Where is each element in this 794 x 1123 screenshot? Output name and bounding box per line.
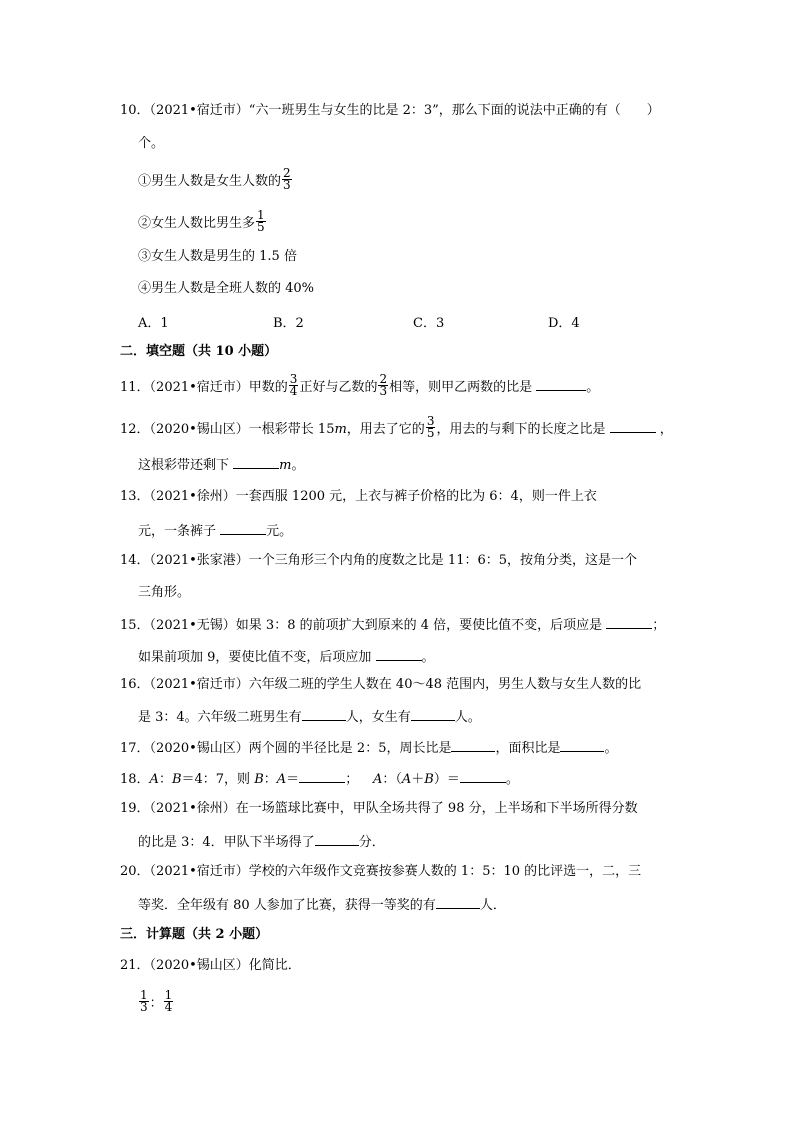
q10-statement-4: ④男生人数是全班人数的 40% bbox=[138, 281, 315, 296]
q18: 18．A：B＝4：7，则 B：A＝ ； A：（A＋B）＝ 。 bbox=[120, 772, 519, 787]
answer-blank[interactable] bbox=[411, 708, 455, 721]
answer-blank[interactable] bbox=[233, 456, 279, 469]
answer-blank[interactable] bbox=[460, 770, 506, 783]
fraction: $\frac{2}{3}$ bbox=[283, 166, 291, 192]
answer-blank[interactable] bbox=[560, 739, 604, 752]
q16-line1: 16．（2021•宿迁市）六年级二班的学生人数在 40～48 范围内，男生人数与女生人数的比 bbox=[120, 677, 642, 692]
answer-blank[interactable] bbox=[376, 648, 422, 661]
fraction: $\frac{1}{5}$ bbox=[257, 208, 265, 234]
q16-line2: 是 3：4。六年级二班男生有 人，女生有 人。 bbox=[138, 710, 481, 725]
fraction: $\frac{1}{3}$ bbox=[140, 988, 148, 1014]
fraction: $\frac{1}{4}$ bbox=[164, 988, 173, 1014]
q10-line1: 10．（2021•宿迁市）“六一班男生与女生的比是 2：3”，那么下面的说法中正确的有（ ） bbox=[120, 103, 660, 118]
q10-statement-3: ③女生人数是男生的 1.5 倍 bbox=[138, 249, 297, 264]
q17: 17．（2020•锡山区）两个圆的半径比是 2：5，周长比是 ，面积比是 。 bbox=[120, 741, 618, 756]
q13-line1: 13．（2021•徐州）一套西服 1200 元，上衣与裤子价格的比为 6：4，则一件上衣 bbox=[120, 489, 597, 504]
q14-line2: 三角形。 bbox=[138, 585, 191, 600]
q15-line2: 如果前项加 9，要使比值不变，后项应加 。 bbox=[138, 650, 435, 665]
fraction: $\frac{3}{5}$ bbox=[426, 414, 435, 440]
q14-line1: 14．（2021•张家港）一个三角形三个内角的度数之比是 11：6：5，按角分类，这是一个 bbox=[120, 553, 638, 568]
q12-line1: 12．（2020•锡山区）一根彩带长 15m，用去了它的 $\frac{3}{5}$ ，用去的与剩下的长度之比是 ， bbox=[120, 414, 673, 440]
q20-line2: 等奖．全年级有 80 人参加了比赛，获得一等奖的有 人． bbox=[138, 898, 506, 913]
option-d[interactable]: D．4 bbox=[548, 316, 580, 331]
q12-line2: 这根彩带还剩下 m。 bbox=[138, 458, 305, 473]
q20-line1: 20．（2021•宿迁市）学校的六年级作文竞赛按参赛人数的 1：5：10 的比评选一，二，三 bbox=[120, 864, 642, 879]
q21-line1: 21．（2020•锡山区）化简比． bbox=[120, 958, 301, 973]
answer-blank[interactable] bbox=[299, 770, 345, 783]
q15-line1: 15．（2021•无锡）如果 3：8 的前项扩大到原来的 4 倍，要使比值不变，后项应是 ； bbox=[120, 618, 666, 633]
answer-blank[interactable] bbox=[451, 739, 495, 752]
answer-blank[interactable] bbox=[302, 708, 346, 721]
q13-line2: 元，一条裤子 元。 bbox=[138, 524, 293, 539]
option-c[interactable]: C．3 bbox=[413, 316, 445, 331]
option-a[interactable]: A．1 bbox=[138, 316, 169, 331]
answer-blank[interactable] bbox=[220, 522, 266, 535]
answer-blank[interactable] bbox=[436, 896, 480, 909]
section-2-heading: 二．填空题（共 10 小题） bbox=[120, 344, 278, 359]
q11: 11．（2021•宿迁市）甲数的 $\frac{3}{4}$ 正好与乙数的 $\frac{2}{3}$ 相等，则甲乙两数的比是 。 bbox=[120, 372, 600, 398]
q10-statement-1: ①男生人数是女生人数的 $\frac{2}{3}$ bbox=[138, 166, 291, 192]
q21-expression: $\frac{1}{3}$ ： $\frac{1}{4}$ bbox=[140, 988, 173, 1014]
fraction: $\frac{3}{4}$ bbox=[289, 372, 298, 398]
q19-line1: 19．（2021•徐州）在一场篮球比赛中，甲队全场共得了 98 分，上半场和下半场所得分数 bbox=[120, 801, 638, 816]
answer-blank[interactable] bbox=[315, 833, 359, 846]
fraction: $\frac{2}{3}$ bbox=[379, 372, 388, 398]
q19-line2: 的比是 3：4．甲队下半场得了 分． bbox=[138, 835, 385, 850]
section-3-heading: 三．计算题（共 2 小题） bbox=[120, 927, 269, 942]
option-b[interactable]: B．2 bbox=[273, 316, 304, 331]
answer-blank[interactable] bbox=[610, 420, 656, 433]
q10-statement-2: ②女生人数比男生多 $\frac{1}{5}$ bbox=[138, 208, 265, 234]
answer-blank[interactable] bbox=[606, 616, 652, 629]
answer-blank[interactable] bbox=[536, 378, 586, 391]
q10-line2: 个。 bbox=[138, 136, 165, 151]
